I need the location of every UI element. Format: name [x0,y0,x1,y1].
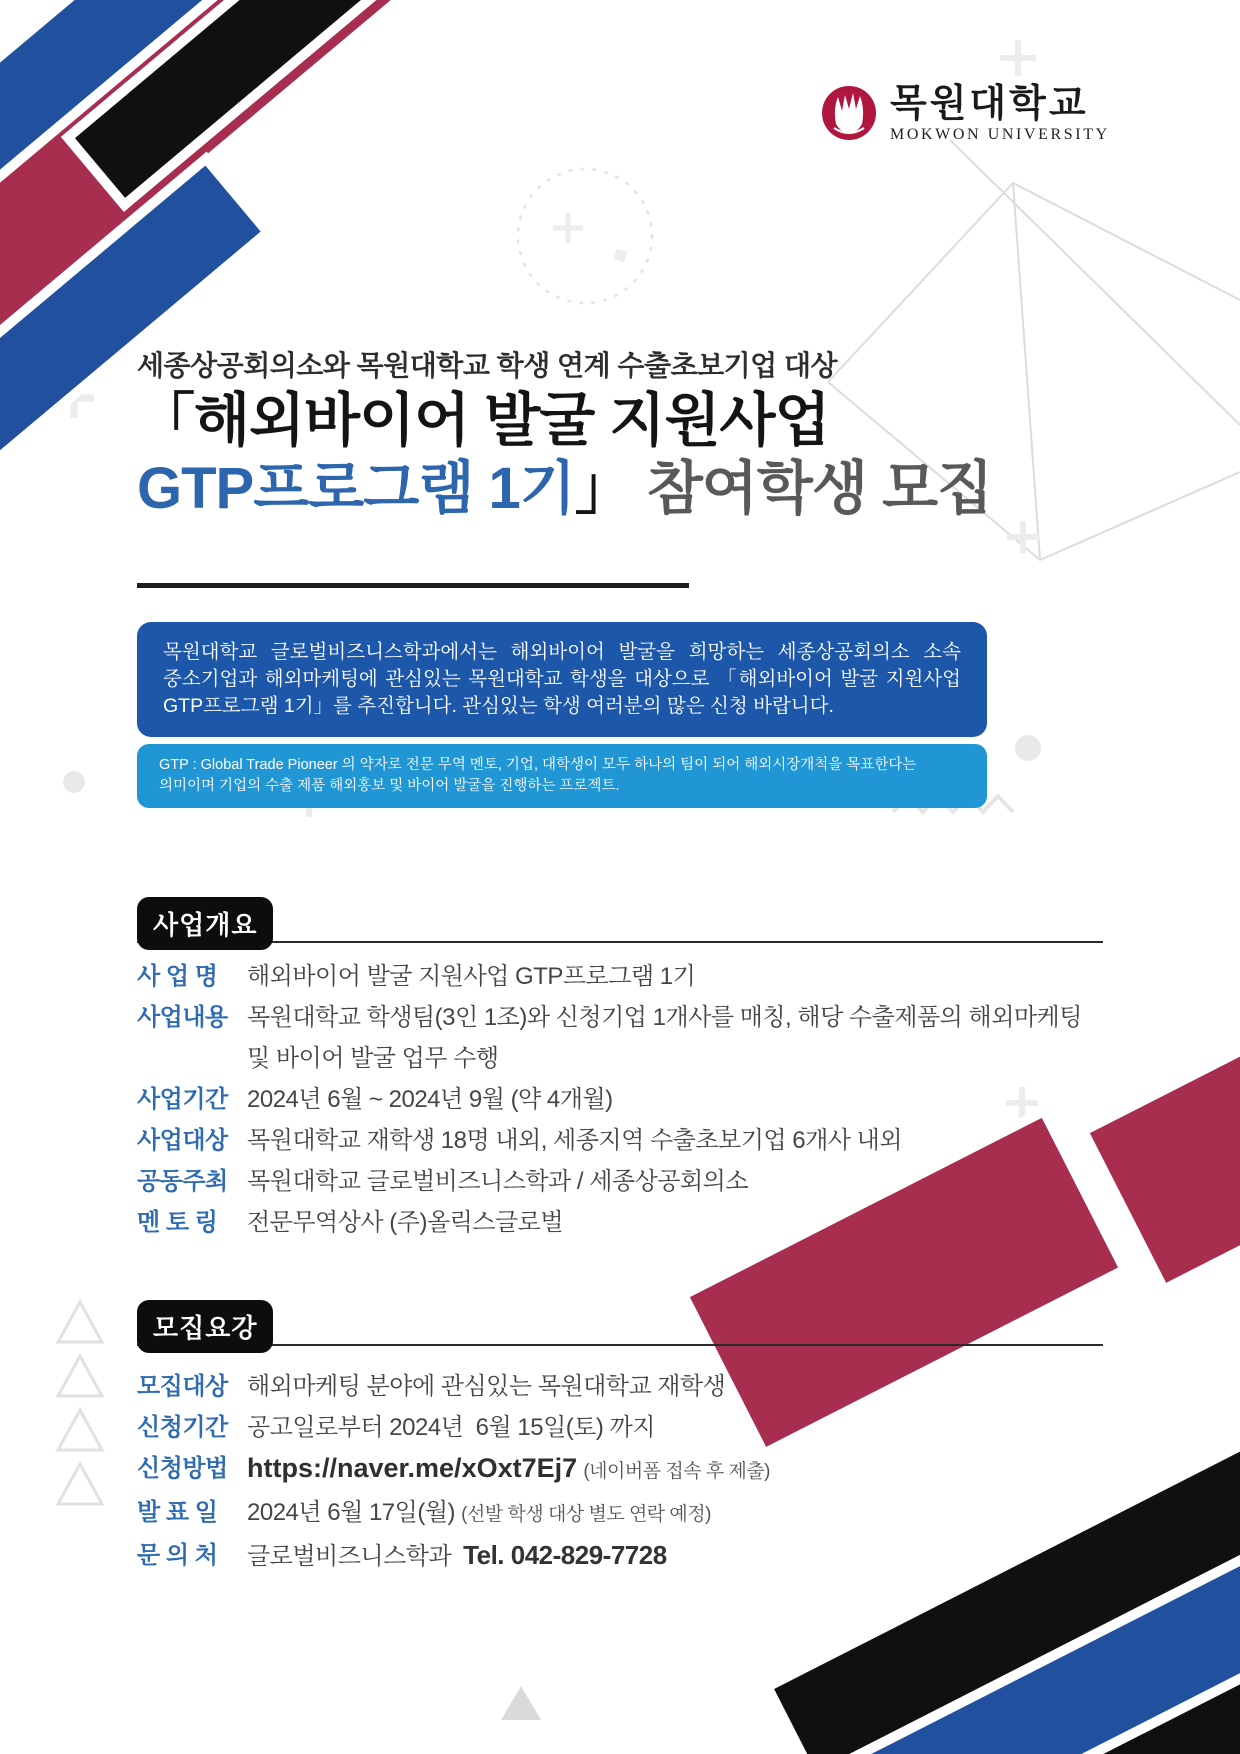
list-item-value [247,1535,1093,1577]
title-underline [137,583,689,588]
list-item [137,997,1103,1079]
gtp-program-highlight: GTP프로그램 1기 [137,456,575,521]
plus-icon [1007,521,1039,553]
list-item-label: 공동주최 [137,1168,228,1195]
poster-subtitle: 세종상공회의소와 목원대학교 학생 연계 수출초보기업 대상 [137,350,838,381]
dashed-circle-icon [518,169,652,303]
list-item-label: 신청기간 [137,1414,228,1441]
section-overview-badge [137,897,273,950]
logo-korean-name: 목원대학교 [890,83,1089,125]
list-item-label: 사업기간 [137,1086,228,1113]
list-item [137,1079,1103,1120]
list-item-value [247,1448,1093,1492]
dot-icon [1015,735,1041,761]
triangle-icon [501,1686,541,1720]
recruitment-list [137,1366,1103,1577]
title-recruit-text: 참여학생 모집 [631,456,993,521]
list-item [137,1366,1103,1407]
announcement-date: 2024년 6월 17일(월) [247,1499,455,1526]
square-dot-icon [614,249,627,262]
section-divider-line [137,941,1103,943]
list-item [137,1202,1103,1243]
poster-title-line1: 「해외바이어 발굴 지원사업 [137,388,830,453]
logo-english-name: MOKWON UNIVERSITY [890,126,1110,143]
list-item-label: 발 표 일 [137,1499,218,1526]
list-item [137,1492,1103,1535]
section-overview-heading: 사업개요 [137,897,273,950]
gtp-definition-note [137,744,987,808]
poster-title-line2 [137,456,992,522]
list-item-value [247,1492,1093,1535]
section-recruitment-heading: 모집요강 [137,1300,273,1353]
application-note: (네이버폼 접속 후 제출) [583,1461,770,1482]
list-item [137,1161,1103,1202]
contact-department: 글로벌비즈니스학과 [247,1543,452,1570]
logo-emblem-icon [820,84,878,142]
list-item-value: 목원대학교 재학생 18명 내외, 세종지역 수출초보기업 6개사 내외 [247,1127,902,1154]
section-divider-line [137,1344,1103,1346]
list-item [137,1407,1103,1448]
plus-icon [1000,40,1036,76]
intro-line: 중소기업과 해외마케팅에 관심있는 목원대학교 학생을 대상으로 「해외바이어 발굴 지원사업 [163,668,961,690]
list-item-value: 목원대학교 글로벌비즈니스학과 / 세종상공회의소 [247,1168,749,1195]
list-item-value: 해외바이어 발굴 지원사업 GTP프로그램 1기 [247,963,696,990]
list-item-value: 목원대학교 학생팀(3인 1조)와 신청기업 1개사를 매칭, 해당 수출제품의 해외마케팅 및 바이어 발굴 업무 수행 [247,1004,1089,1072]
triangle-outline-icons [58,1302,102,1504]
list-item-value: 2024년 6월 ~ 2024년 9월 (약 4개월) [247,1086,613,1113]
list-item-label: 문 의 처 [137,1542,218,1569]
list-item [137,956,1103,997]
announcement-note: (선발 학생 대상 별도 연락 예정) [461,1504,711,1525]
list-item-label: 사 업 명 [137,963,218,990]
contact-phone: Tel. 042-829-7728 [463,1540,667,1570]
intro-line: 목원대학교 글로벌비즈니스학과에서는 해외바이어 발굴을 희망하는 세종상공회의소 소속 [163,641,961,663]
application-url: https://naver.me/xOxt7Ej7 [247,1453,578,1483]
list-item-value: 전문무역상사 (주)올릭스글로벌 [247,1209,564,1236]
list-item-label: 신청방법 [137,1455,228,1482]
list-item-label: 멘 토 링 [137,1209,218,1236]
closing-bracket: 」 [574,456,632,521]
list-item-label: 사업대상 [137,1127,228,1154]
intro-line: GTP프로그램 1기」를 추진합니다. 관심있는 학생 여러분의 많은 신청 바랍니다. [163,695,834,717]
plus-icon [553,213,583,243]
list-item-value: 공고일로부터 2024년 6월 15일(토) 까지 [247,1414,655,1441]
intro-box [137,622,987,737]
gtp-note-line: GTP : Global Trade Pioneer 의 약자로 전문 무역 멘토, 기업, 대학생이 모두 하나의 팀이 되어 해외시장개척을 목표한다는 [159,757,917,773]
list-item [137,1120,1103,1161]
list-item-label: 모집대상 [137,1373,228,1400]
list-item-label: 사업내용 [137,1004,228,1031]
list-item [137,1448,1103,1492]
list-item [137,1535,1103,1577]
overview-list [137,956,1103,1243]
dot-icon [63,771,85,793]
university-logo [820,84,1110,144]
section-recruitment-badge [137,1300,273,1353]
gtp-note-line: 의미이며 기업의 수출 제품 해외홍보 및 바이어 발굴을 진행하는 프로젝트. [159,778,620,794]
list-item-value: 해외마케팅 분야에 관심있는 목원대학교 재학생 [247,1373,726,1400]
